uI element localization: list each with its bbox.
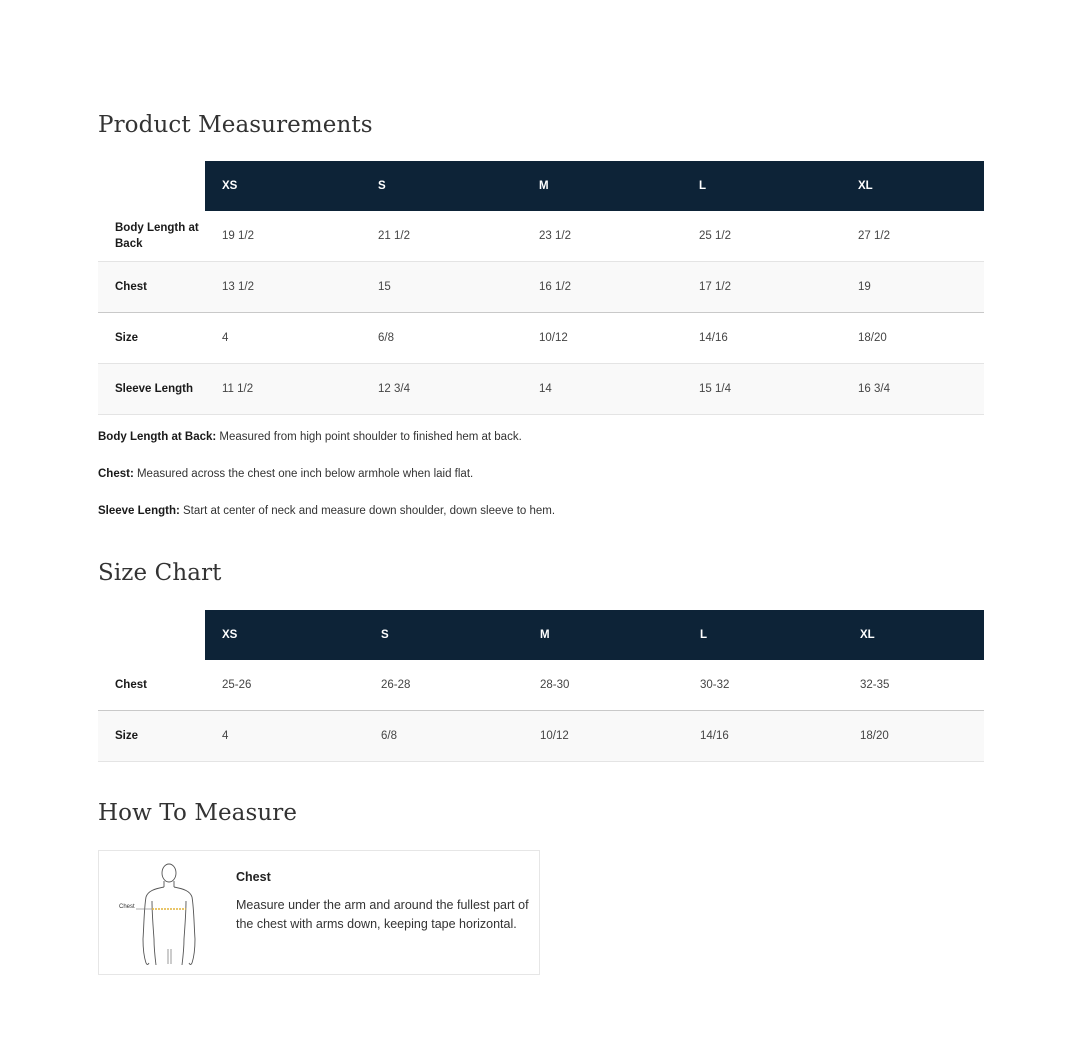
table-row	[98, 364, 984, 415]
table-header-row	[98, 161, 984, 211]
row-label: Chest	[98, 262, 205, 313]
row-label: Chest	[98, 660, 205, 711]
note-text: Start at center of neck and measure down shoulder, down sleeve to hem.	[179, 505, 556, 517]
note-term: Sleeve Length:	[98, 505, 180, 517]
table-cell: 10/12	[523, 711, 683, 762]
note-body-length	[98, 430, 984, 467]
table-header-row	[98, 610, 984, 660]
note-term: Chest:	[98, 468, 134, 480]
table-cell: 12 3/4	[361, 364, 522, 415]
measurement-notes	[98, 430, 984, 541]
table-cell: 11 1/2	[205, 364, 361, 415]
column-header: L	[683, 610, 843, 660]
table-row	[98, 660, 984, 711]
table-cell: 25-26	[205, 660, 364, 711]
table-row	[98, 711, 984, 762]
table-cell: 18/20	[843, 711, 984, 762]
table-row	[98, 262, 984, 313]
table-cell: 26-28	[364, 660, 523, 711]
table-cell: 25 1/2	[682, 211, 841, 262]
how-to-measure-card-chest	[98, 850, 540, 975]
table-cell: 14/16	[683, 711, 843, 762]
note-term: Body Length at Back:	[98, 431, 217, 443]
column-header: XL	[843, 610, 984, 660]
table-cell: 13 1/2	[205, 262, 361, 313]
table-cell: 19 1/2	[205, 211, 361, 262]
size-chart-title: Size Chart	[98, 560, 222, 586]
column-header: M	[523, 610, 683, 660]
product-measurements-table	[98, 161, 984, 415]
column-header: S	[364, 610, 523, 660]
product-measurements-title: Product Measurements	[98, 112, 373, 138]
card-description: Measure under the arm and around the fullest part of the chest with arms down, keeping tape horizontal.	[236, 898, 529, 931]
column-header: S	[361, 161, 522, 211]
row-label: Sleeve Length	[98, 364, 205, 415]
column-header: XS	[205, 161, 361, 211]
table-row	[98, 313, 984, 364]
table-cell: 14/16	[682, 313, 841, 364]
card-heading: Chest	[236, 870, 271, 884]
table-cell: 32-35	[843, 660, 984, 711]
table-corner-cell	[98, 610, 205, 660]
row-label: Body Length at Back	[98, 211, 205, 262]
table-cell: 4	[205, 313, 361, 364]
note-chest	[98, 467, 984, 504]
size-chart-table	[98, 610, 984, 762]
table-cell: 6/8	[361, 313, 522, 364]
note-text: Measured across the chest one inch below armhole when laid flat.	[133, 468, 474, 480]
how-to-measure-title: How To Measure	[98, 800, 298, 826]
table-cell: 16 1/2	[522, 262, 682, 313]
table-cell: 28-30	[523, 660, 683, 711]
table-cell: 10/12	[522, 313, 682, 364]
table-cell: 4	[205, 711, 364, 762]
table-cell: 21 1/2	[361, 211, 522, 262]
column-header: M	[522, 161, 682, 211]
table-row	[98, 211, 984, 262]
figure-chest-label: Chest	[119, 904, 135, 910]
table-cell: 6/8	[364, 711, 523, 762]
table-cell: 30-32	[683, 660, 843, 711]
row-label: Size	[98, 711, 205, 762]
column-header: L	[682, 161, 841, 211]
column-header: XL	[841, 161, 984, 211]
table-cell: 14	[522, 364, 682, 415]
note-text: Measured from high point shoulder to finished hem at back.	[216, 431, 522, 443]
table-cell: 15	[361, 262, 522, 313]
table-cell: 16 3/4	[841, 364, 984, 415]
row-label: Size	[98, 313, 205, 364]
table-cell: 27 1/2	[841, 211, 984, 262]
table-cell: 17 1/2	[682, 262, 841, 313]
table-cell: 18/20	[841, 313, 984, 364]
table-corner-cell	[98, 161, 205, 211]
body-outline-icon	[116, 861, 216, 966]
note-sleeve-length	[98, 504, 984, 541]
table-cell: 15 1/4	[682, 364, 841, 415]
table-cell: 19	[841, 262, 984, 313]
table-cell: 23 1/2	[522, 211, 682, 262]
column-header: XS	[205, 610, 364, 660]
